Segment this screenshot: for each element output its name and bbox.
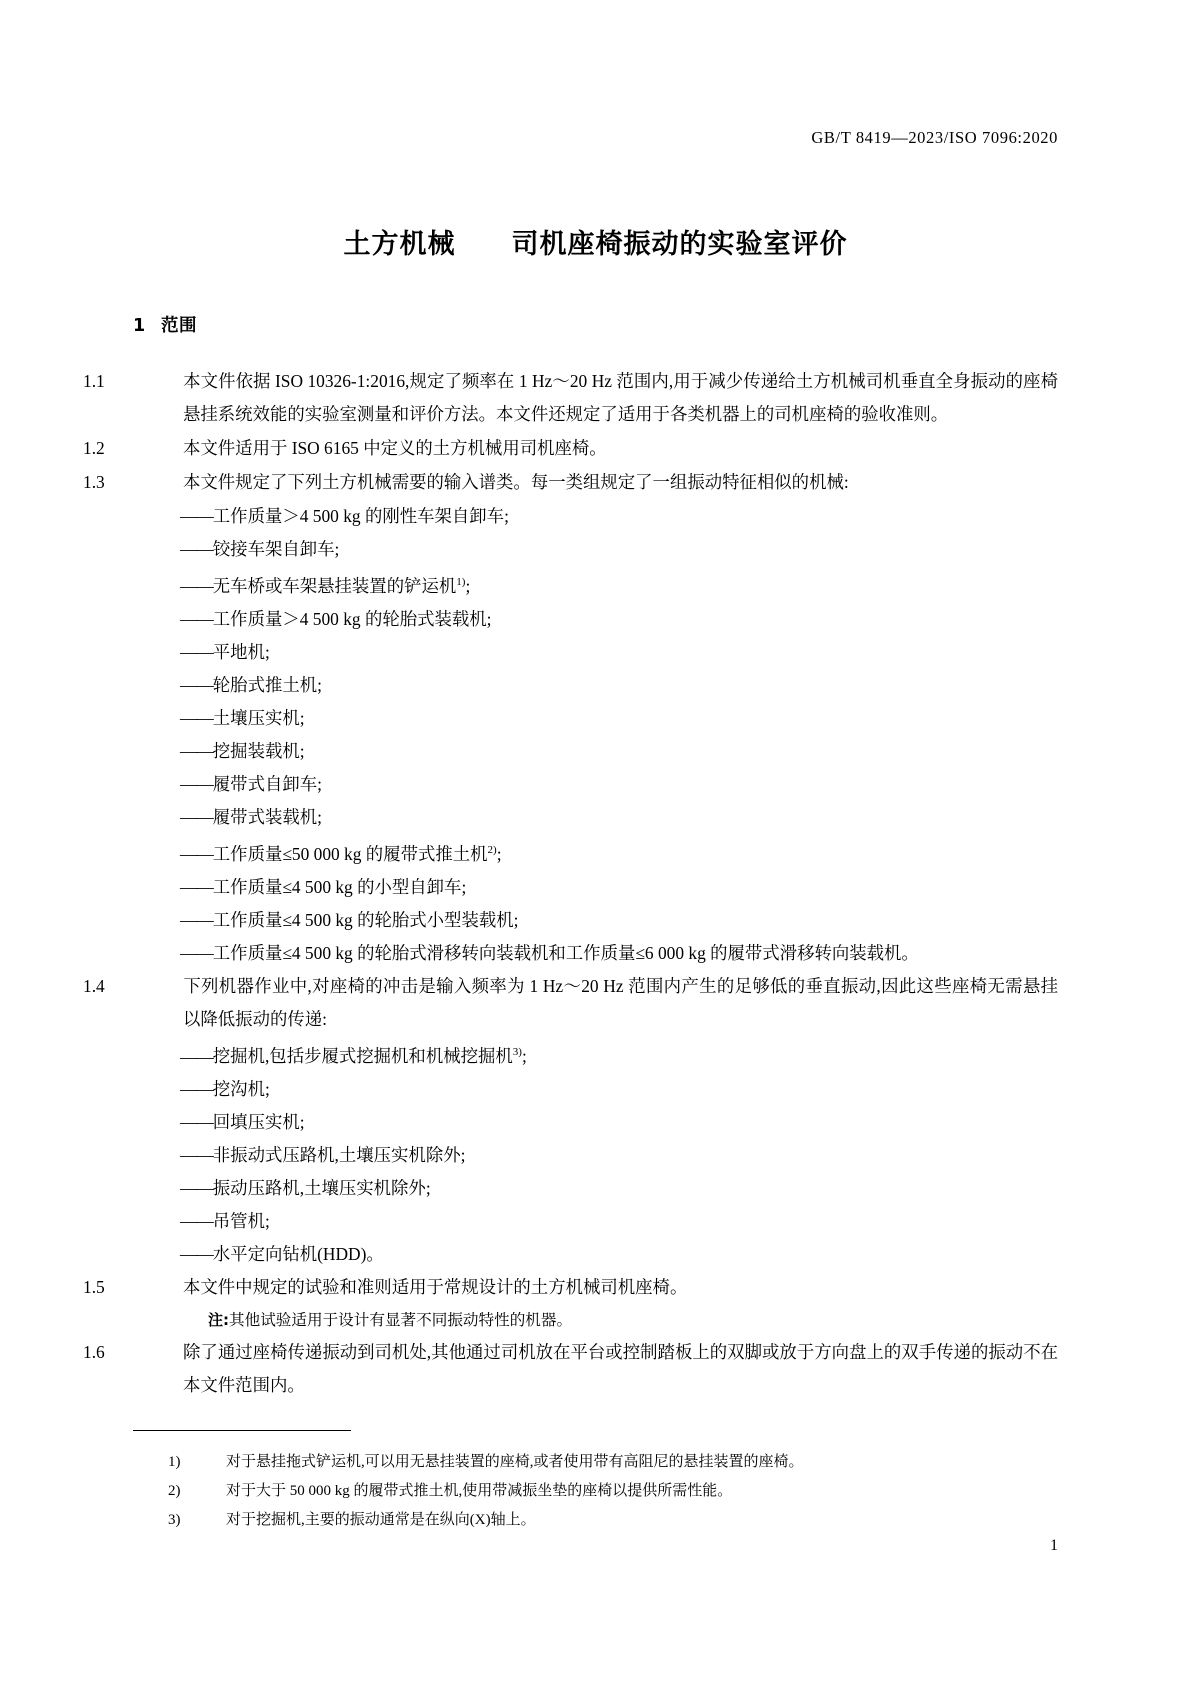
paragraph-text: 除了通过座椅传递振动到司机处,其他通过司机放在平台或控制踏板上的双脚或放于方向盘上的双手传递的振动不在本文件范围内。 — [183, 1342, 1058, 1396]
list-item-text: 工作质量＞4 500 kg 的轮胎式装载机; — [212, 608, 492, 629]
document-body — [83, 310, 1058, 1403]
paragraph-number: 1.3 — [83, 472, 105, 492]
list-item-text: 无车桥或车架悬挂装置的铲运机$^{1)}$; — [212, 575, 471, 596]
list-item: ——工作质量＞4 500 kg 的刚性车架自卸车; — [180, 506, 509, 526]
note-text: 其他试验适用于设计有显著不同振动特性的机器。 — [229, 1312, 573, 1330]
list-item-text: 振动压路机,土壤压实机除外; — [212, 1178, 431, 1199]
paragraph-number: 1.6 — [83, 1342, 105, 1363]
list-item: ——非振动式压路机,土壤压实机除外; — [180, 1145, 466, 1166]
list-item-text: 工作质量≤4 500 kg 的小型自卸车; — [212, 876, 467, 897]
footnote-text: 对于大于 50 000 kg 的履带式推土机,使用带减振坐垫的座椅以提供所需性能。 — [226, 1483, 733, 1499]
list-item: ——工作质量≤4 500 kg 的小型自卸车; — [180, 876, 467, 897]
paragraph-text: 下列机器作业中,对座椅的冲击是输入频率为 1 Hz～20 Hz 范围内产生的足够低的垂直振动,因此这些座椅无需悬挂以降低振动的传递: — [183, 975, 1058, 1029]
footnote-separator — [133, 1430, 351, 1431]
list-item-text: 履带式自卸车; — [212, 773, 322, 794]
paragraph-text: 本文件规定了下列土方机械需要的输入谱类。每一类组规定了一组振动特征相似的机械: — [183, 472, 849, 492]
paragraph-text: 本文件依据 ISO 10326-1:2016,规定了频率在 1 Hz～20 Hz 范围内,用于减少传递给土方机械司机垂直全身振动的座椅悬挂系统效能的实验室测量和评价方法。本文件还规定了适用于各类机器上的司机座椅的验收准则。 — [183, 371, 1058, 424]
clause-heading — [133, 310, 1058, 343]
paragraph-number: 1.2 — [83, 438, 105, 458]
footnote-number: 2) — [168, 1483, 181, 1499]
paragraph-1-6 — [83, 1336, 1058, 1402]
list-item-text: 平地机; — [212, 641, 270, 662]
page-number: 1 — [1050, 1537, 1058, 1554]
list-item-text: 工作质量≤50 000 kg 的履带式推土机$^{2)}$; — [212, 843, 502, 864]
list-item: ——振动压路机,土壤压实机除外; — [180, 1178, 431, 1199]
footnote-item — [168, 1448, 1068, 1477]
footnote-text: 对于悬挂拖式铲运机,可以用无悬挂装置的座椅,或者使用带有高阻尼的悬挂装置的座椅。 — [226, 1454, 804, 1470]
footnote-list — [168, 1448, 1068, 1535]
list-item: ——挖掘装载机; — [180, 740, 305, 761]
footnote-item — [168, 1477, 1068, 1506]
footnote-text: 对于挖掘机,主要的振动通常是在纵向(X)轴上。 — [226, 1512, 536, 1528]
list-item-text: 吊管机; — [212, 1211, 270, 1232]
paragraph-number: 1.1 — [83, 371, 105, 391]
list-item-text: 挖掘装载机; — [212, 740, 305, 761]
paragraph-text: 本文件中规定的试验和准则适用于常规设计的土方机械司机座椅。 — [183, 1277, 688, 1298]
list-item: ——工作质量＞4 500 kg 的轮胎式装载机; — [180, 608, 492, 629]
footnote-number: 3) — [168, 1512, 181, 1528]
dash-list-1-4 — [133, 1037, 1058, 1272]
clause-title: 范围 — [161, 316, 197, 336]
note-label: 注: — [208, 1311, 229, 1330]
list-item: ——挖掘机,包括步履式挖掘机和机械挖掘机$^{3)}$; — [180, 1046, 527, 1067]
note-block — [133, 1305, 1058, 1336]
paragraph-1-5 — [83, 1271, 1058, 1304]
list-item-text: 工作质量＞4 500 kg 的刚性车架自卸车; — [212, 506, 509, 526]
clause-number: 1 — [133, 316, 146, 336]
list-item-text: 水平定向钻机(HDD)。 — [212, 1244, 384, 1265]
list-item: ——轮胎式推土机; — [180, 674, 322, 695]
list-item-text: 铰接车架自卸车; — [212, 539, 340, 559]
dash-list-1-3 — [133, 500, 1058, 970]
list-item: ——铰接车架自卸车; — [180, 539, 340, 559]
footnote-item — [168, 1506, 1068, 1535]
list-item-text: 挖沟机; — [212, 1079, 270, 1100]
paragraph-1-2 — [83, 432, 1058, 465]
list-item: ——吊管机; — [180, 1211, 270, 1232]
paragraph-1-4 — [83, 970, 1058, 1036]
list-item-text: 回填压实机; — [212, 1112, 305, 1133]
footnote-number: 1) — [168, 1454, 181, 1470]
list-item-text: 工作质量≤4 500 kg 的轮胎式小型装载机; — [212, 909, 519, 930]
list-item-text: 轮胎式推土机; — [212, 674, 322, 695]
page-header-standard-code: GB/T 8419—2023/ISO 7096:2020 — [811, 128, 1058, 147]
paragraph-1-3 — [83, 466, 1058, 499]
paragraph-number: 1.4 — [83, 975, 105, 996]
list-item-text: 工作质量≤4 500 kg 的轮胎式滑移转向装载机和工作质量≤6 000 kg 的履带式滑移转向装载机。 — [212, 942, 919, 963]
list-item: ——履带式装载机; — [180, 806, 322, 827]
paragraph-number: 1.5 — [83, 1277, 105, 1298]
paragraph-1-1 — [83, 365, 1058, 431]
list-item: ——挖沟机; — [180, 1079, 270, 1100]
list-item: ——回填压实机; — [180, 1112, 305, 1133]
list-item-text: 土壤压实机; — [212, 707, 305, 728]
list-item: ——平地机; — [180, 641, 270, 662]
list-item: ——工作质量≤4 500 kg 的轮胎式小型装载机; — [180, 909, 519, 930]
list-item-text: 履带式装载机; — [212, 806, 322, 827]
list-item: ——工作质量≤50 000 kg 的履带式推土机$^{2)}$; — [180, 843, 502, 864]
list-item: ——水平定向钻机(HDD)。 — [180, 1244, 384, 1265]
list-item-text: 非振动式压路机,土壤压实机除外; — [212, 1145, 466, 1166]
list-item: ——履带式自卸车; — [180, 773, 322, 794]
paragraph-text: 本文件适用于 ISO 6165 中定义的土方机械用司机座椅。 — [183, 438, 607, 458]
list-item: ——工作质量≤4 500 kg 的轮胎式滑移转向装载机和工作质量≤6 000 kg 的履带式滑移转向装载机。 — [180, 942, 919, 963]
list-item: ——无车桥或车架悬挂装置的铲运机$^{1)}$; — [180, 575, 471, 596]
list-item-text: 挖掘机,包括步履式挖掘机和机械挖掘机$^{3)}$; — [212, 1046, 527, 1067]
list-item: ——土壤压实机; — [180, 707, 305, 728]
page-title: 土方机械 司机座椅振动的实验室评价 — [343, 229, 848, 260]
